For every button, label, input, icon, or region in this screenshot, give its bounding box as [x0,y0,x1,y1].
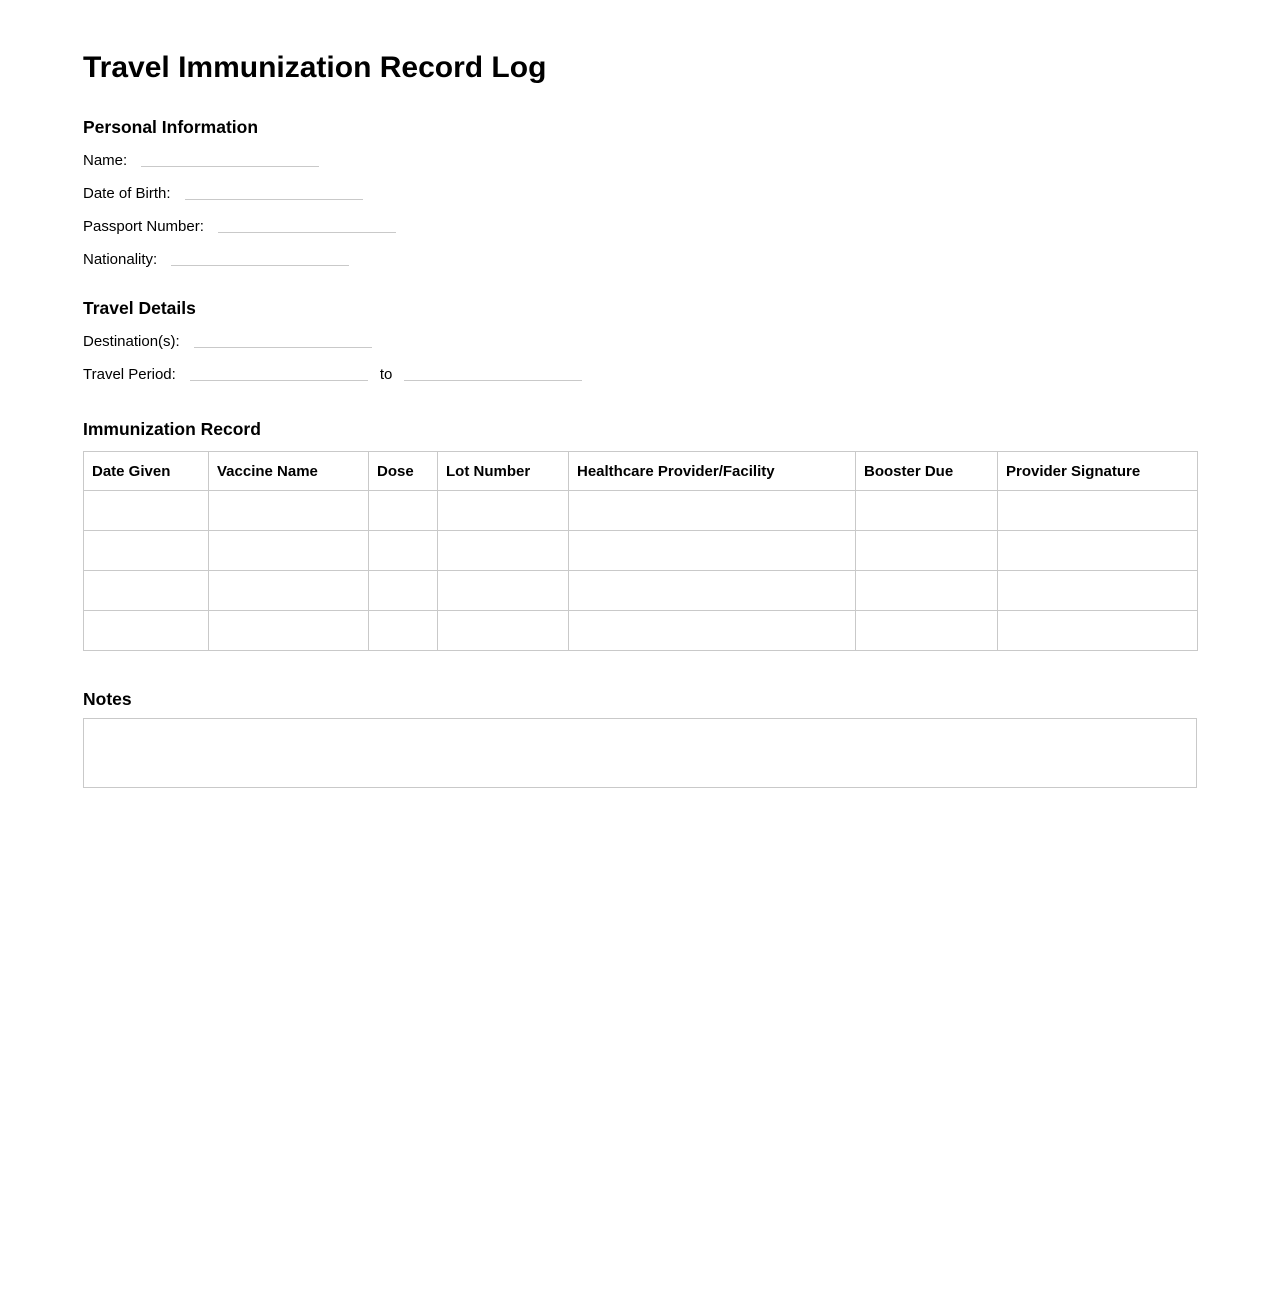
travel-period-from-blank-line [190,367,368,381]
travel-period-to-blank-line [404,367,582,381]
column-header-healthcare-provider: Healthcare Provider/Facility [569,452,856,491]
destination-label: Destination(s): [83,333,180,350]
table-cell [84,571,209,611]
field-row-travel-period [83,366,1196,383]
column-header-dose: Dose [369,452,438,491]
name-label: Name: [83,152,128,169]
field-row-name [83,152,1196,169]
table-cell [569,571,856,611]
table-cell [569,491,856,531]
table-cell [998,571,1198,611]
table-cell [569,531,856,571]
table-cell [438,611,569,651]
section-personal-information [83,117,1196,268]
travel-period-label: Travel Period: [83,366,176,383]
table-cell [209,611,369,651]
table-cell [569,611,856,651]
notes-heading: Notes [83,689,132,709]
table-row [84,611,1198,651]
table-cell [998,531,1198,571]
field-row-passport-number [83,218,1196,235]
nationality-label: Nationality: [83,251,158,268]
notes-box [83,718,1197,788]
field-row-date-of-birth [83,185,1196,202]
table-cell [438,491,569,531]
table-cell [209,531,369,571]
column-header-vaccine-name: Vaccine Name [209,452,369,491]
table-cell [369,531,438,571]
table-cell [856,531,998,571]
table-cell [84,531,209,571]
table-cell [209,491,369,531]
table-header-row [84,452,1198,491]
section-notes [83,689,1196,788]
field-row-nationality [83,251,1196,268]
date-of-birth-label: Date of Birth: [83,185,171,202]
page-title: Travel Immunization Record Log [83,51,547,84]
field-row-destination [83,333,1196,350]
table-row [84,571,1198,611]
destination-blank-line [194,334,372,348]
table-cell [209,571,369,611]
column-header-provider-signature: Provider Signature [998,452,1198,491]
table-cell [998,491,1198,531]
column-header-lot-number: Lot Number [438,452,569,491]
date-of-birth-blank-line [185,186,363,200]
name-blank-line [141,153,319,167]
personal-information-heading: Personal Information [83,117,259,137]
table-cell [438,571,569,611]
table-row [84,531,1198,571]
table-cell [438,531,569,571]
table-cell [369,491,438,531]
travel-period-connector: to [379,366,393,383]
section-immunization-record [83,419,1196,651]
immunization-record-heading: Immunization Record [83,419,261,439]
table-cell [856,491,998,531]
column-header-date-given: Date Given [84,452,209,491]
immunization-record-table [83,451,1198,651]
table-cell [856,611,998,651]
table-cell [856,571,998,611]
travel-details-heading: Travel Details [83,298,196,318]
table-cell [84,491,209,531]
table-row [84,491,1198,531]
table-cell [369,571,438,611]
table-cell [84,611,209,651]
table-cell [998,611,1198,651]
column-header-booster-due: Booster Due [856,452,998,491]
nationality-blank-line [171,252,349,266]
section-travel-details [83,298,1196,383]
passport-number-label: Passport Number: [83,218,204,235]
passport-number-blank-line [218,219,396,233]
table-cell [369,611,438,651]
